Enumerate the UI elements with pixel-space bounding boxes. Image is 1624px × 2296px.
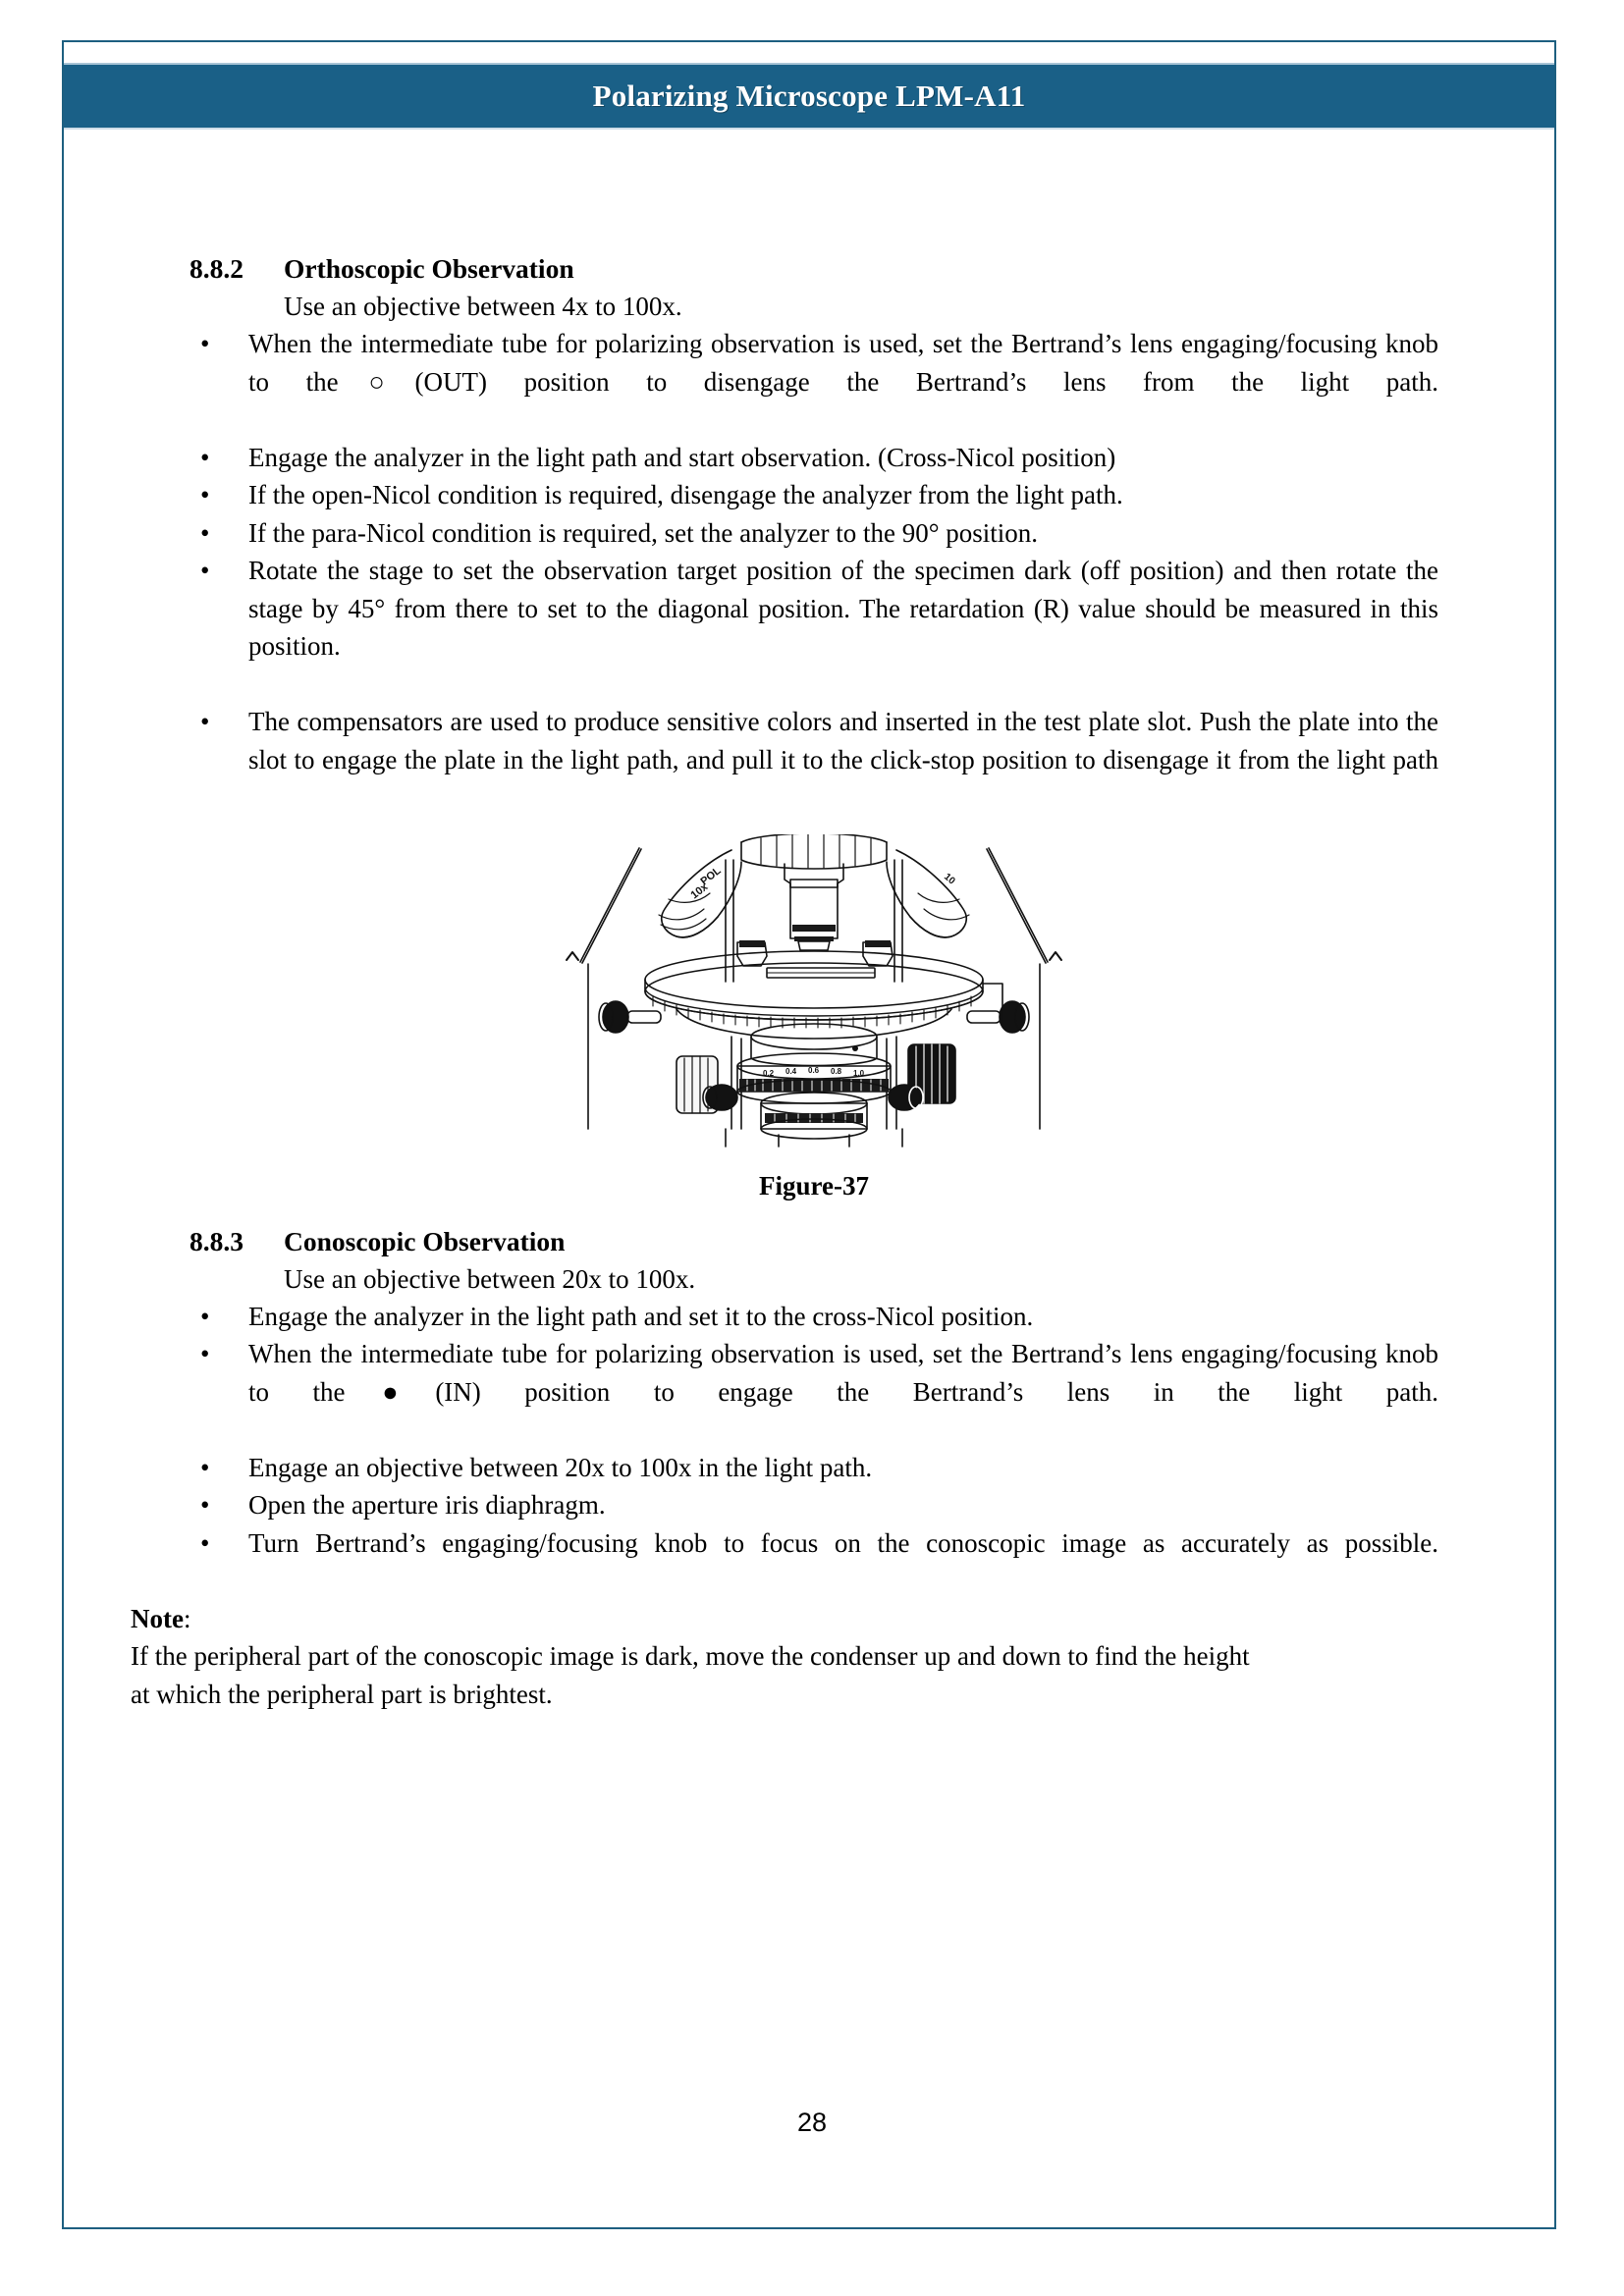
objective-label-right: 10 <box>942 871 957 886</box>
aperture-tick-0-2: 0.2 <box>763 1068 775 1078</box>
list-item-text: Engage an objective between 20x to 100x in the light path. <box>248 1452 873 1482</box>
aperture-tick-0-6: 0.6 <box>808 1065 820 1075</box>
objective-magnification-label: 10x <box>688 881 711 901</box>
section-number: 8.8.2 <box>189 253 244 284</box>
note-body: If the peripheral part of the conoscopic image is dark, move the condenser up and down to find the height at which the peripheral part is brightest. <box>131 1641 1250 1709</box>
bullet-dot-icon: • <box>200 1301 210 1331</box>
list-item <box>189 703 1438 817</box>
bullet-dot-icon: • <box>200 1339 210 1368</box>
document-content <box>131 250 1438 1713</box>
section-heading-8-8-3 <box>189 1223 1438 1260</box>
section-subtitle: Use an objective between 20x to 100x. <box>284 1263 696 1294</box>
list-item <box>189 325 1438 439</box>
microscope-illustration <box>559 834 1069 1158</box>
list-item-text: When the intermediate tube for polarizing observation is used, set the Bertrand’s lens engaging/focusing knob to the●(IN) position to engage the Bertrand’s lens in the light path. <box>248 1339 1438 1407</box>
page-title: Polarizing Microscope LPM-A11 <box>592 79 1026 113</box>
aperture-tick-0-8: 0.8 <box>831 1066 842 1076</box>
list-item <box>189 1298 1438 1336</box>
note-label-text: Note <box>131 1603 184 1633</box>
bullet-dot-icon: • <box>200 707 210 736</box>
list-item <box>189 552 1438 703</box>
bullet-dot-icon: • <box>200 517 210 548</box>
list-item <box>189 1335 1438 1449</box>
section-subtitle: Use an objective between 4x to 100x. <box>284 292 682 321</box>
list-item-text: Rotate the stage to set the observation target position of the specimen dark (off position) and then rotate the stage by 45° from there to set to the diagonal position. The retardation (R) value should be measured in this position. <box>248 556 1438 661</box>
list-item <box>189 1486 1438 1524</box>
note-block <box>131 1600 1438 1714</box>
list-item-text: Engage the analyzer in the light path and set it to the cross-Nicol position. <box>248 1301 1034 1331</box>
bullet-dot-icon: • <box>200 442 210 472</box>
list-item-text: Engage the analyzer in the light path and start observation. (Cross-Nicol position) <box>248 442 1116 472</box>
list-item-text: When the intermediate tube for polarizing observation is used, set the Bertrand’s lens engaging/focusing knob to the○(OUT) position to disengage the Bertrand’s lens from the light path. <box>248 329 1438 397</box>
list-item <box>189 1449 1438 1487</box>
bullet-list-8-8-2 <box>189 325 1438 817</box>
bullet-dot-icon: • <box>200 480 210 509</box>
objective-label: POL <box>698 864 724 887</box>
list-item-text: Turn Bertrand’s engaging/focusing knob to focus on the conoscopic image as accurately as possible. <box>248 1527 1438 1558</box>
bullet-dot-icon: • <box>200 1452 210 1482</box>
page-header-band <box>64 63 1554 130</box>
section-8-8-3 <box>189 1223 1438 1600</box>
figure-caption: Figure-37 <box>759 1170 869 1201</box>
note-label <box>131 1600 1438 1638</box>
list-item-text: The compensators are used to produce sensitive colors and inserted in the test plate slot. Push the plate into the slot to engage the plate in the light path, and pull it to the click-stop position to disengage it from the light path <box>248 707 1438 774</box>
bullet-dot-icon: • <box>200 1490 210 1520</box>
bullet-dot-icon: • <box>200 556 210 585</box>
page-number: 28 <box>796 2108 828 2137</box>
list-item <box>189 439 1438 477</box>
list-item <box>189 514 1438 553</box>
section-title: Conoscopic Observation <box>284 1225 566 1256</box>
list-item-text: If the open-Nicol condition is required, disengage the analyzer from the light path. <box>248 480 1123 509</box>
list-item-text: Open the aperture iris diaphragm. <box>248 1490 606 1520</box>
aperture-tick-0-4: 0.4 <box>785 1066 797 1076</box>
bullet-dot-icon: • <box>200 329 210 358</box>
list-item <box>189 1524 1438 1600</box>
section-number: 8.8.3 <box>189 1225 244 1256</box>
section-heading-8-8-2 <box>189 250 1438 288</box>
note-label-colon: : <box>183 1603 191 1633</box>
bullet-dot-icon: • <box>200 1527 210 1558</box>
bullet-list-8-8-3 <box>189 1298 1438 1600</box>
list-item <box>189 476 1438 514</box>
list-item-text: If the para-Nicol condition is required, set the analyzer to the 90° position. <box>248 517 1039 548</box>
aperture-tick-1-0: 1.0 <box>853 1068 865 1078</box>
section-title: Orthoscopic Observation <box>284 253 574 284</box>
section-8-8-2 <box>189 250 1438 817</box>
figure-37 <box>189 834 1438 1201</box>
